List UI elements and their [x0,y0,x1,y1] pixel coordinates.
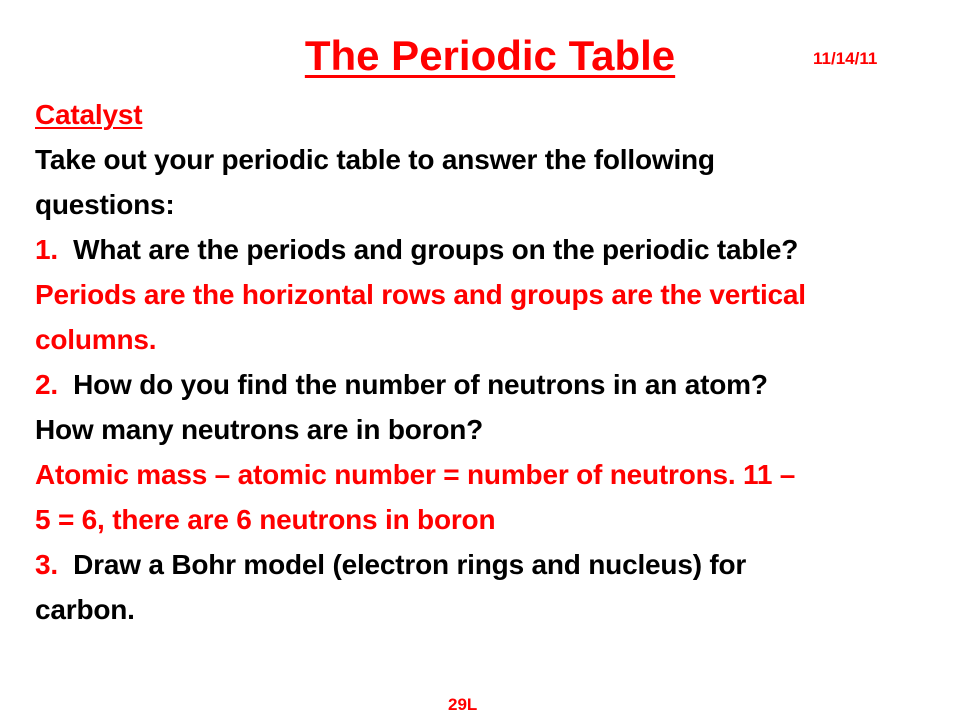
question-3-line: carbon. [35,594,135,625]
question-3-text: Draw a Bohr model (electron rings and nucleus) for [73,549,747,580]
slide-body [35,92,950,632]
catalyst-heading: Catalyst [35,99,143,130]
answer-2-line: Atomic mass – atomic number = number of neutrons. 11 – [35,459,796,490]
question-1-text: What are the periods and groups on the periodic table? [73,234,799,265]
answer-2-line: 5 = 6, there are 6 neutrons in boron [35,504,496,535]
slide-number: 29L [448,695,478,714]
slide-title: The Periodic Table [304,32,676,79]
question-2-text: How do you find the number of neutrons in an atom? [73,369,768,400]
question-2-line: How many neutrons are in boron? [35,414,484,445]
intro-line: questions: [35,189,175,220]
intro-line: Take out your periodic table to answer the following [35,144,715,175]
answer-1-line: columns. [35,324,157,355]
question-2-line [35,362,950,407]
catalyst-heading-line [35,92,950,137]
question-2-number: 2. [35,369,58,400]
answer-1-line: Periods are the horizontal rows and groups are the vertical [35,279,806,310]
slide-date: 11/14/11 [813,49,878,68]
question-3-number: 3. [35,549,58,580]
question-3-line [35,542,950,587]
question-1-line [35,227,950,272]
question-1-number: 1. [35,234,58,265]
